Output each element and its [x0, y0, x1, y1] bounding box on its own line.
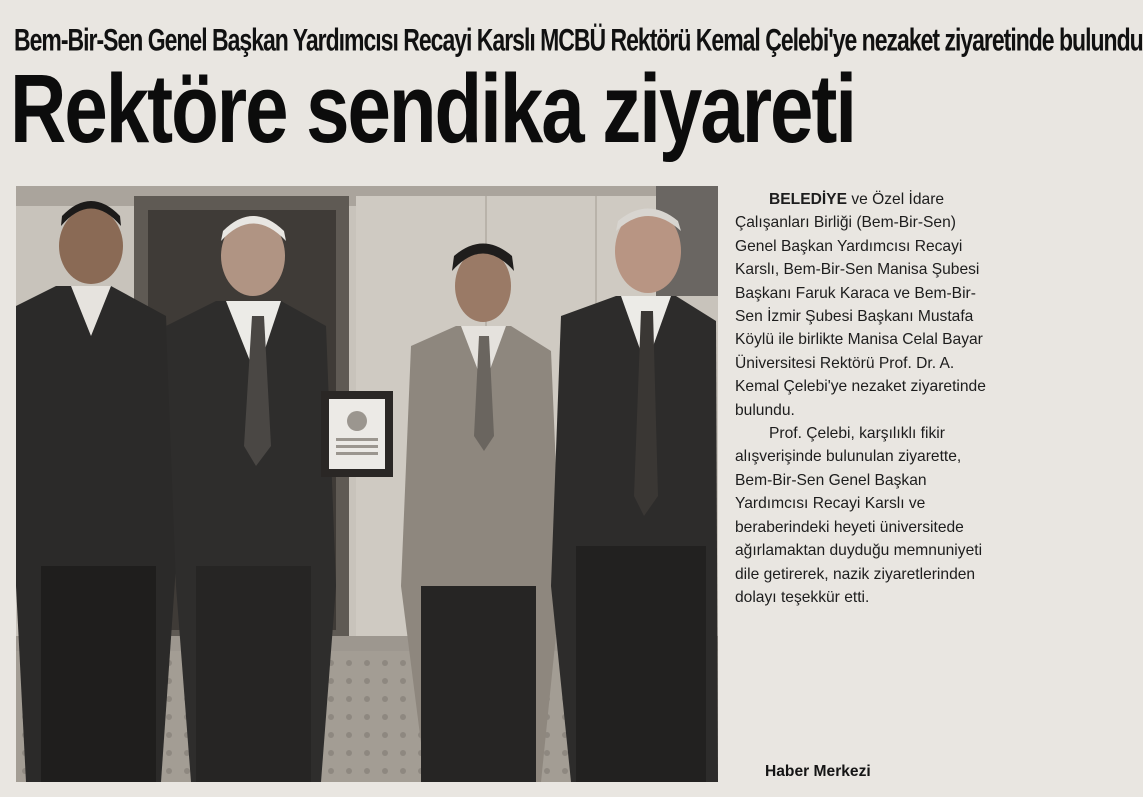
lead-word: BELEDİYE — [769, 191, 847, 208]
article-paragraph-1 — [735, 188, 990, 422]
paragraph-1-text: ve Özel İdare Çalışanları Birliği (Bem-Bir-Sen) Genel Başkan Yardımcısı Recayi Karslı, Bem-Bir-Sen Manisa Şubesi Başkanı Faruk Karaca ve Bem-Bir-Sen İzmir Şubesi Başkanı Mustafa Köylü ile birlikte Manisa Celal Bayar Üniversitesi Rektörü Prof. Dr. A. Kemal Çelebi'ye nezaket ziyaretinde bulundu. — [735, 191, 986, 419]
article-kicker: Bem-Bir-Sen Genel Başkan Yardımcısı Recayi Karslı MCBÜ Rektörü Kemal Çelebi'ye nezaket ziyaretinde bulundu — [14, 22, 1143, 58]
article-photo — [16, 186, 718, 782]
article-paragraph-2: Prof. Çelebi, karşılıklı fikir alışverişinde bulunulan ziyarette, Bem-Bir-Sen Genel Başkan Yardımcısı Recayi Karslı ve beraberindeki heyeti üniversitede ağırlamaktan duyduğu memnuniyeti dile getirerek, nazik ziyaretlerinden dolayı teşekkür etti. — [735, 425, 983, 606]
article-signature: Haber Merkezi — [765, 763, 871, 780]
article-body — [735, 188, 990, 609]
article-headline: Rektöre sendika ziyareti — [10, 53, 856, 164]
